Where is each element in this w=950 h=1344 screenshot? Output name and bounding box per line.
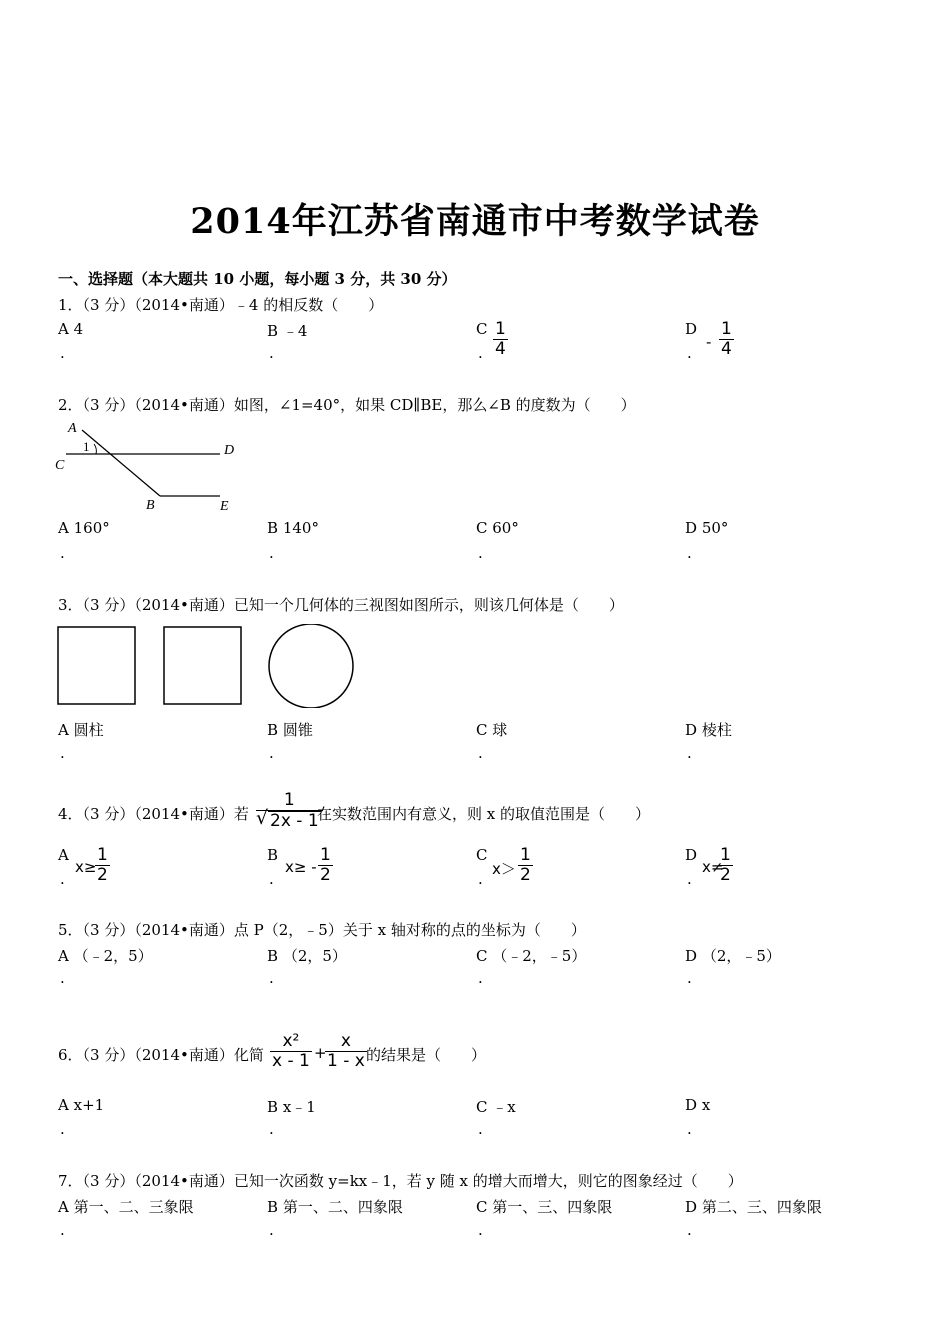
q2-option-b[interactable]: B 140° — [267, 519, 319, 537]
q4-option-a-fraction: $\frac{1}{2}$ — [97, 845, 108, 885]
question-1-stem: 1．（3 分）（2014•南通）﹣4 的相反数（ ） — [58, 296, 384, 314]
q7-dot-a: . — [60, 1221, 65, 1239]
question-4-pre: 4．（3 分）（2014•南通）若 — [58, 805, 249, 823]
transversal-ab — [82, 430, 160, 496]
q4-option-d-fraction: $\frac{1}{2}$ — [720, 845, 731, 885]
q1-option-a[interactable]: A 4 — [58, 320, 84, 338]
label-c: C — [55, 458, 65, 473]
q2-dot-a: . — [60, 544, 65, 562]
q4-option-c-rel: x＞ — [492, 860, 516, 878]
label-e: E — [220, 499, 229, 514]
q5-option-c[interactable]: C （﹣2，﹣5） — [476, 947, 587, 965]
q5-dot-d: . — [687, 969, 692, 987]
q6-dot-b: . — [269, 1120, 274, 1138]
q2-option-a[interactable]: A 160° — [58, 519, 110, 537]
q4-stem-fraction: 1 √ 2x - 1 — [254, 791, 325, 831]
q5-dot-b: . — [269, 969, 274, 987]
q3-dot-b: . — [269, 744, 274, 762]
q6-dot-a: . — [60, 1120, 65, 1138]
q6-dot-c: . — [478, 1120, 483, 1138]
q7-option-b[interactable]: B 第一、二、四象限 — [267, 1198, 403, 1216]
q6-fraction-1: $\frac{\text{x²}}{x - 1}$ — [272, 1031, 310, 1071]
q7-option-c[interactable]: C 第一、三、四象限 — [476, 1198, 613, 1216]
q3-option-a[interactable]: A 圆柱 — [58, 721, 104, 739]
side-view-square — [164, 627, 241, 704]
q7-option-a[interactable]: A 第一、二、三象限 — [58, 1198, 194, 1216]
q1-option-b[interactable]: B ﹣4 — [267, 322, 308, 340]
q3-option-d[interactable]: D 棱柱 — [685, 721, 732, 739]
question-3-stem: 3．（3 分）（2014•南通）已知一个几何体的三视图如图所示，则该几何体是（ ） — [58, 596, 624, 614]
q3-option-b[interactable]: B 圆锥 — [267, 721, 313, 739]
q1-dot-d: . — [687, 344, 692, 362]
front-view-square — [58, 627, 135, 704]
q5-option-d[interactable]: D （2，﹣5） — [685, 947, 781, 965]
question-6-post: 的结果是（ ） — [366, 1046, 487, 1064]
q3-dot-a: . — [60, 744, 65, 762]
exam-title: 2014年江苏省南通市中考数学试卷 — [190, 201, 760, 242]
question-7-stem: 7．（3 分）（2014•南通）已知一次函数 y=kx﹣1，若 y 随 x 的增大而增大，则它的图象经过（ ） — [58, 1172, 743, 1190]
q6-option-c[interactable]: C ﹣x — [476, 1098, 516, 1116]
q7-option-d[interactable]: D 第二、三、四象限 — [685, 1198, 822, 1216]
q3-dot-d: . — [687, 744, 692, 762]
q7-dot-b: . — [269, 1221, 274, 1239]
q5-option-a[interactable]: A （﹣2，5） — [58, 947, 153, 965]
label-d: D — [224, 443, 235, 458]
q4-option-a-rel: x≥ — [75, 858, 97, 876]
q4-option-d[interactable]: D — [685, 846, 698, 864]
q2-figure — [50, 418, 250, 518]
section-heading: 一、选择题（本大题共 10 小题，每小题 3 分，共 30 分） — [58, 270, 457, 288]
q5-dot-a: . — [60, 969, 65, 987]
q4-option-c[interactable]: C — [476, 846, 488, 864]
q1-option-c[interactable]: C — [476, 320, 488, 338]
q4-dot-b: . — [269, 870, 274, 888]
q1-option-d[interactable]: D — [685, 320, 698, 338]
q1-option-d-sign: - — [706, 333, 712, 351]
angle-1-arc — [94, 444, 96, 454]
q6-option-a[interactable]: A x+1 — [58, 1096, 105, 1114]
q6-option-d[interactable]: D x — [685, 1096, 711, 1114]
question-6-pre: 6．（3 分）（2014•南通）化简 — [58, 1046, 264, 1064]
label-b: B — [146, 498, 155, 513]
q4-option-b-fraction: $\frac{1}{2}$ — [320, 845, 331, 885]
q6-dot-d: . — [687, 1120, 692, 1138]
q2-dot-b: . — [269, 544, 274, 562]
q4-option-c-fraction: $\frac{1}{2}$ — [520, 845, 531, 885]
q1-option-c-fraction: $\frac{1}{4}$ — [495, 319, 506, 359]
q3-three-views — [56, 624, 356, 708]
q2-dot-d: . — [687, 544, 692, 562]
q4-option-d-rel: x≠ — [702, 858, 724, 876]
q1-dot-b: . — [269, 344, 274, 362]
q6-option-b[interactable]: B x﹣1 — [267, 1098, 316, 1116]
q5-dot-c: . — [478, 969, 483, 987]
q3-option-c[interactable]: C 球 — [476, 721, 508, 739]
q6-fraction-2: $\frac{x}{1 - x}$ — [327, 1031, 365, 1071]
q2-option-d[interactable]: D 50° — [685, 519, 729, 537]
label-a: A — [68, 421, 77, 436]
q6-plus: + — [314, 1044, 327, 1062]
q2-option-c[interactable]: C 60° — [476, 519, 519, 537]
q4-dot-d: . — [687, 870, 692, 888]
q4-dot-c: . — [478, 870, 483, 888]
q4-option-b-rel: x≥ - — [285, 858, 317, 876]
question-2-stem: 2．（3 分）（2014•南通）如图，∠1=40°，如果 CD∥BE，那么∠B 的度数为（ ） — [58, 396, 636, 414]
question-5-stem: 5．（3 分）（2014•南通）点 P（2，﹣5）关于 x 轴对称的点的坐标为（ ） — [58, 921, 586, 939]
q2-dot-c: . — [478, 544, 483, 562]
question-4-post: 在实数范围内有意义，则 x 的取值范围是（ ） — [317, 805, 650, 823]
q1-dot-a: . — [60, 344, 65, 362]
top-view-circle — [269, 624, 353, 708]
q5-option-b[interactable]: B （2，5） — [267, 947, 347, 965]
q3-dot-c: . — [478, 744, 483, 762]
q1-dot-c: . — [478, 344, 483, 362]
q4-option-b[interactable]: B — [267, 846, 279, 864]
q7-dot-d: . — [687, 1221, 692, 1239]
q4-dot-a: . — [60, 870, 65, 888]
q1-option-d-fraction: $\frac{1}{4}$ — [721, 319, 732, 359]
q4-option-a[interactable]: A — [58, 846, 69, 864]
q7-dot-c: . — [478, 1221, 483, 1239]
label-1: 1 — [83, 439, 90, 454]
